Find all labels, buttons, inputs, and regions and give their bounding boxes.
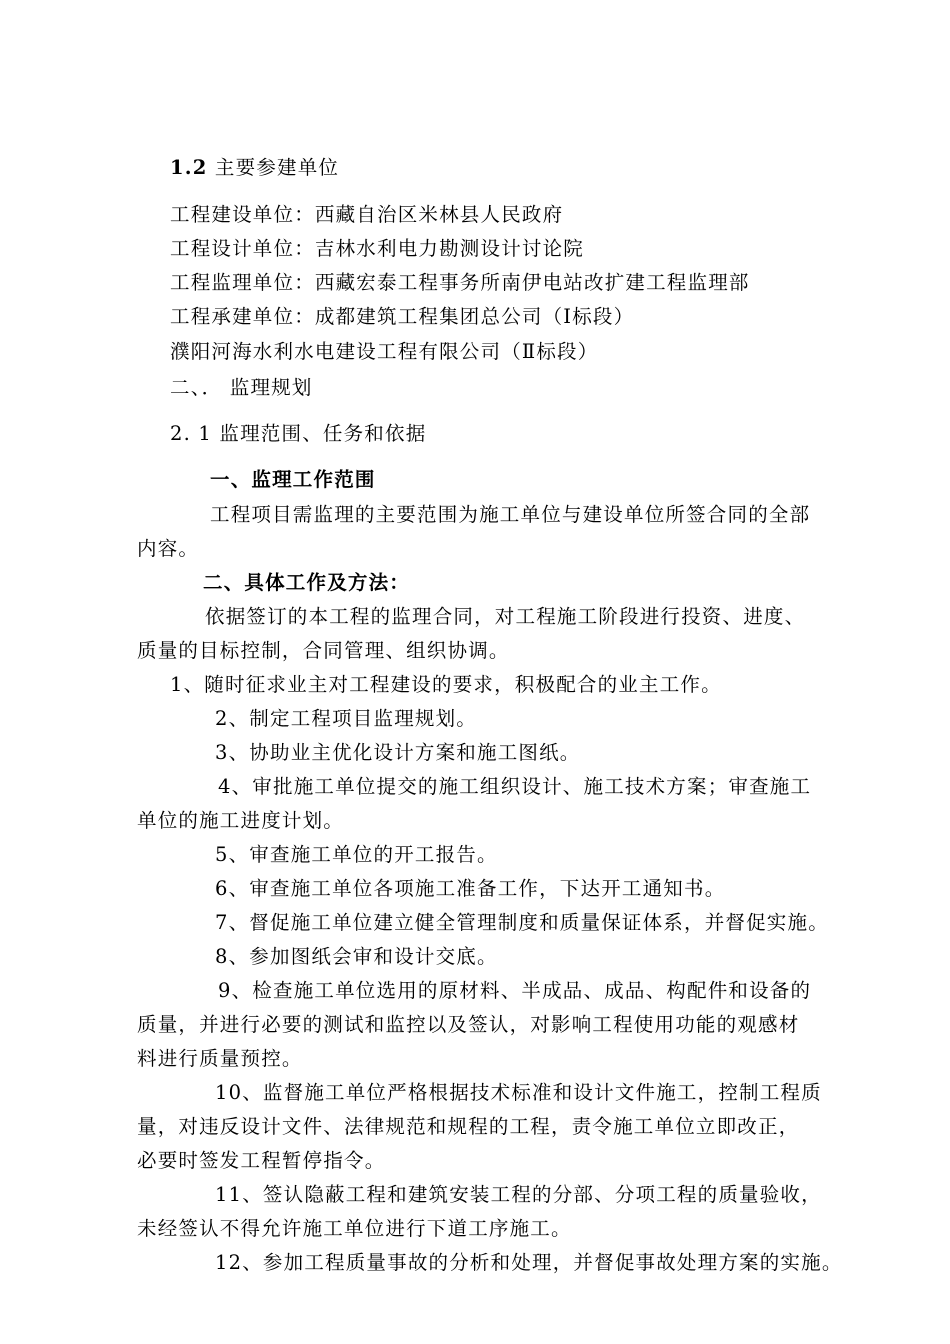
list-item-continuation: 未经签认不得允许施工单位进行下道工序施工。: [137, 1217, 572, 1240]
section-title: 主要参建单位: [207, 156, 340, 179]
methods-intro-line: 质量的目标控制，合同管理、组织协调。: [137, 639, 510, 662]
list-item: 3、协助业主优化设计方案和施工图纸。: [215, 741, 581, 764]
list-item-continuation: 量，对违反设计文件、法律规范和规程的工程，责令施工单位立即改正，: [137, 1115, 800, 1138]
unit-contractor-2: 濮阳河海水利水电建设工程有限公司（Ⅱ标段）: [170, 340, 599, 363]
list-item: 2、制定工程项目监理规划。: [215, 707, 478, 730]
scope-paragraph-line: 内容。: [137, 537, 200, 560]
methods-heading: 二、具体工作及方法：: [203, 571, 411, 594]
list-item-continuation: 质量，并进行必要的测试和监控以及签认，对影响工程使用功能的观感材: [137, 1013, 800, 1036]
unit-supervision: 工程监理单位：西藏宏泰工程事务所南伊电站改扩建工程监理部: [170, 271, 750, 294]
list-item-continuation: 单位的施工进度计划。: [137, 809, 345, 832]
list-item: 9、检查施工单位选用的原材料、半成品、成品、构配件和设备的: [218, 979, 812, 1002]
list-item-continuation: 料进行质量预控。: [137, 1047, 303, 1070]
section-heading-1-2: [170, 156, 339, 180]
scope-paragraph-line: 工程项目需监理的主要范围为施工单位与建设单位所签合同的全部: [210, 503, 811, 526]
list-item: 6、审查施工单位各项施工准备工作，下达开工通知书。: [215, 877, 726, 900]
subsection-heading: 2. 1 监理范围、任务和依据: [170, 422, 427, 445]
scope-heading: 一、监理工作范围: [210, 468, 376, 491]
list-item: 11、签认隐蔽工程和建筑安装工程的分部、分项工程的质量验收，: [215, 1183, 822, 1206]
unit-contractor-1: 工程承建单位：成都建筑工程集团总公司（Ⅰ标段）: [170, 305, 635, 328]
list-item: 10、监督施工单位严格根据技术标准和设计文件施工，控制工程质: [215, 1081, 822, 1104]
list-item-continuation: 必要时签发工程暂停指令。: [137, 1149, 386, 1172]
list-item: 1、随时征求业主对工程建设的要求，积极配合的业主工作。: [170, 673, 722, 696]
list-item: 5、审查施工单位的开工报告。: [215, 843, 498, 866]
methods-intro-line: 依据签订的本工程的监理合同，对工程施工阶段进行投资、进度、: [205, 605, 806, 628]
list-item: 8、参加图纸会审和设计交底。: [215, 945, 498, 968]
unit-design: 工程设计单位：吉林水利电力勘测设计讨论院: [170, 237, 585, 260]
unit-construction: 工程建设单位：西藏自治区米林县人民政府: [170, 203, 564, 226]
section-number: 1.2: [170, 156, 208, 179]
list-item: 4、审批施工单位提交的施工组织设计、施工技术方案；审查施工: [218, 775, 812, 798]
list-item: 12、参加工程质量事故的分析和处理，并督促事故处理方案的实施。: [215, 1251, 843, 1274]
list-item: 7、督促施工单位建立健全管理制度和质量保证体系，并督促实施。: [215, 911, 829, 934]
chapter-heading: 二、． 监理规划: [170, 376, 313, 399]
